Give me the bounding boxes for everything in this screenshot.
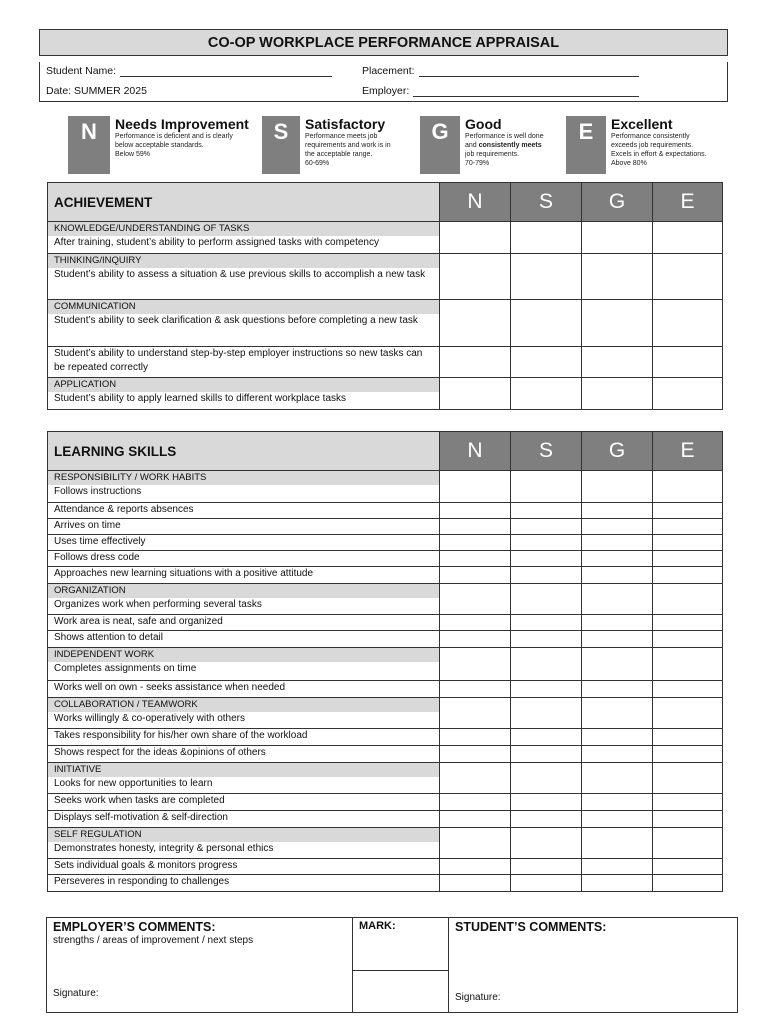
- rating-cell-g[interactable]: [582, 648, 653, 681]
- criterion-category: ORGANIZATION: [48, 584, 439, 598]
- mark-label: MARK:: [359, 920, 396, 932]
- table-row: [48, 535, 723, 551]
- criterion-cell: [48, 347, 440, 378]
- criterion-text: Work area is neat, safe and organized: [54, 616, 223, 627]
- employer-comments-box[interactable]: [47, 918, 352, 1012]
- placement-row: [362, 65, 639, 77]
- column-g: G: [582, 432, 653, 471]
- rating-cell-n[interactable]: [440, 698, 511, 729]
- criterion-cell: [48, 681, 440, 698]
- column-e: E: [653, 432, 723, 471]
- criterion-text: Works willingly & co-operatively with others: [54, 713, 245, 724]
- criterion-cell: [48, 300, 440, 347]
- criterion-cell: [48, 631, 440, 648]
- rating-cell-s[interactable]: [511, 567, 582, 584]
- rating-cell-e[interactable]: [653, 567, 723, 584]
- student-name-row: [46, 65, 332, 77]
- table-row: [48, 567, 723, 584]
- legend-desc: Performance meets job requirements and work is in the acceptable range. 60-69%: [305, 133, 391, 167]
- table-row: [48, 347, 723, 378]
- criterion-cell: [48, 567, 440, 584]
- rating-cell-s[interactable]: [511, 648, 582, 681]
- rating-cell-g[interactable]: [582, 794, 653, 811]
- rating-cell-g[interactable]: [582, 300, 653, 347]
- rating-cell-n[interactable]: [440, 222, 511, 254]
- criterion-category: COMMUNICATION: [48, 300, 439, 314]
- criterion-cell: [48, 378, 440, 410]
- criterion-category: THINKING/INQUIRY: [48, 254, 439, 268]
- criterion-text: Seeks work when tasks are completed: [54, 795, 225, 806]
- criterion-cell: [48, 503, 440, 519]
- rating-cell-n[interactable]: [440, 347, 511, 378]
- legend-title: Good: [465, 116, 502, 132]
- criterion-text: After training, student’s ability to perform assigned tasks with competency: [54, 237, 379, 248]
- rating-cell-n[interactable]: [440, 794, 511, 811]
- rating-cell-g[interactable]: [582, 567, 653, 584]
- employer-signature-label: Signature:: [53, 988, 99, 999]
- rating-cell-e[interactable]: [653, 698, 723, 729]
- rating-cell-n[interactable]: [440, 729, 511, 746]
- criterion-text: Completes assignments on time: [54, 663, 197, 674]
- student-info-box: [39, 62, 728, 102]
- rating-cell-g[interactable]: [582, 729, 653, 746]
- criterion-category: RESPONSIBILITY / WORK HABITS: [48, 471, 439, 485]
- criterion-cell: [48, 794, 440, 811]
- employer-label: Employer:: [362, 85, 410, 97]
- student-comments-box[interactable]: [449, 918, 737, 1012]
- criterion-cell: [48, 519, 440, 535]
- criterion-cell: [48, 859, 440, 875]
- rating-cell-n[interactable]: [440, 875, 511, 892]
- employer-row: [362, 85, 639, 97]
- criterion-category: KNOWLEDGE/UNDERSTANDING OF TASKS: [48, 222, 439, 236]
- rating-cell-n[interactable]: [440, 681, 511, 698]
- rating-cell-g[interactable]: [582, 631, 653, 648]
- criterion-cell: [48, 828, 440, 859]
- criterion-text: Student’s ability to seek clarification & ask questions before completing a new task: [54, 315, 418, 326]
- rating-cell-s[interactable]: [511, 347, 582, 378]
- rating-cell-e[interactable]: [653, 859, 723, 875]
- table-row: [48, 729, 723, 746]
- rating-cell-e[interactable]: [653, 222, 723, 254]
- rating-cell-e[interactable]: [653, 763, 723, 794]
- table-row: [48, 551, 723, 567]
- rating-cell-g[interactable]: [582, 378, 653, 410]
- rating-cell-s[interactable]: [511, 519, 582, 535]
- rating-cell-e[interactable]: [653, 535, 723, 551]
- rating-cell-s[interactable]: [511, 503, 582, 519]
- rating-cell-e[interactable]: [653, 503, 723, 519]
- legend-title: Satisfactory: [305, 116, 386, 132]
- rating-cell-e[interactable]: [653, 631, 723, 648]
- table-row: [48, 828, 723, 859]
- date-row: [46, 85, 147, 97]
- criterion-text: Attendance & reports absences: [54, 504, 194, 515]
- rating-cell-e[interactable]: [653, 828, 723, 859]
- table-row: [48, 631, 723, 648]
- rating-cell-e[interactable]: [653, 875, 723, 892]
- rating-cell-s[interactable]: [511, 584, 582, 615]
- student-signature-label: Signature:: [455, 992, 501, 1003]
- rating-cell-n[interactable]: [440, 535, 511, 551]
- rating-cell-s[interactable]: [511, 631, 582, 648]
- criterion-cell: [48, 471, 440, 503]
- rating-cell-g[interactable]: [582, 222, 653, 254]
- criterion-cell: [48, 729, 440, 746]
- criterion-text: Takes responsibility for his/her own share of the workload: [54, 730, 308, 741]
- rating-cell-n[interactable]: [440, 378, 511, 410]
- table-row: [48, 859, 723, 875]
- rating-cell-s[interactable]: [511, 300, 582, 347]
- rating-cell-n[interactable]: [440, 615, 511, 631]
- rating-cell-g[interactable]: [582, 551, 653, 567]
- legend-satisfactory: [262, 116, 415, 174]
- table-row: [48, 471, 723, 503]
- rating-cell-s[interactable]: [511, 746, 582, 763]
- criterion-cell: [48, 648, 440, 681]
- column-e: E: [653, 183, 723, 222]
- achievement-table: [47, 182, 723, 410]
- rating-cell-s[interactable]: [511, 875, 582, 892]
- rating-cell-s[interactable]: [511, 681, 582, 698]
- legend-desc: Performance consistently exceeds job requirements. Excels in effort & expectations. Above 80%: [611, 133, 707, 167]
- rating-cell-e[interactable]: [653, 471, 723, 503]
- criterion-text: Student’s ability to understand step-by-step employer instructions so new tasks can be repeated correctly: [54, 348, 423, 373]
- date-label: Date: SUMMER 2025: [46, 85, 147, 97]
- legend-title: Needs Improvement: [115, 116, 249, 132]
- rating-cell-s[interactable]: [511, 471, 582, 503]
- rating-cell-e[interactable]: [653, 794, 723, 811]
- criterion-text: Organizes work when performing several tasks: [54, 599, 262, 610]
- legend-letter-n: N: [68, 116, 110, 174]
- rating-cell-g[interactable]: [582, 503, 653, 519]
- legend-letter-g: G: [420, 116, 460, 174]
- criterion-text: Arrives on time: [54, 520, 121, 531]
- criterion-category: COLLABORATION / TEAMWORK: [48, 698, 439, 712]
- legend-excellent: [566, 116, 731, 174]
- rating-cell-g[interactable]: [582, 584, 653, 615]
- criterion-cell: [48, 746, 440, 763]
- rating-cell-g[interactable]: [582, 828, 653, 859]
- table-row: [48, 519, 723, 535]
- table-row: [48, 746, 723, 763]
- criterion-text: Student’s ability to assess a situation & use previous skills to accomplish a new task: [54, 269, 426, 280]
- criterion-cell: [48, 222, 440, 254]
- table-row: [48, 811, 723, 828]
- table-row: [48, 763, 723, 794]
- comments-section: [46, 917, 738, 1013]
- table-row: [48, 681, 723, 698]
- criterion-text: Student’s ability to apply learned skills to different workplace tasks: [54, 393, 347, 404]
- rating-cell-n[interactable]: [440, 300, 511, 347]
- mark-field[interactable]: [353, 920, 448, 971]
- rating-cell-s[interactable]: [511, 794, 582, 811]
- rating-cell-n[interactable]: [440, 503, 511, 519]
- table-row: [48, 698, 723, 729]
- rating-cell-e[interactable]: [653, 378, 723, 410]
- rating-cell-n[interactable]: [440, 519, 511, 535]
- rating-cell-n[interactable]: [440, 763, 511, 794]
- criterion-category: APPLICATION: [48, 378, 439, 392]
- rating-cell-s[interactable]: [511, 551, 582, 567]
- employer-comments-hint: strengths / areas of improvement / next steps: [53, 935, 254, 946]
- rating-cell-n[interactable]: [440, 631, 511, 648]
- table-row: [48, 378, 723, 410]
- table-row: [48, 503, 723, 519]
- rating-cell-g[interactable]: [582, 681, 653, 698]
- rating-cell-s[interactable]: [511, 811, 582, 828]
- rating-cell-s[interactable]: [511, 859, 582, 875]
- criterion-text: Shows attention to detail: [54, 632, 163, 643]
- legend-letter-s: S: [262, 116, 300, 174]
- form-title: CO-OP WORKPLACE PERFORMANCE APPRAISAL: [39, 29, 728, 56]
- table-row: [48, 794, 723, 811]
- rating-cell-n[interactable]: [440, 471, 511, 503]
- column-s: S: [511, 432, 582, 471]
- legend-desc: Performance is well done and consistently meets job requirements. 70-79%: [465, 133, 544, 167]
- rating-cell-g[interactable]: [582, 859, 653, 875]
- criterion-category: INDEPENDENT WORK: [48, 648, 439, 662]
- rating-cell-n[interactable]: [440, 254, 511, 300]
- criterion-cell: [48, 811, 440, 828]
- legend-title: Excellent: [611, 116, 673, 132]
- rating-cell-g[interactable]: [582, 698, 653, 729]
- criterion-cell: [48, 763, 440, 794]
- rating-cell-s[interactable]: [511, 535, 582, 551]
- column-n: N: [440, 432, 511, 471]
- rating-cell-e[interactable]: [653, 648, 723, 681]
- rating-cell-s[interactable]: [511, 763, 582, 794]
- criterion-text: Approaches new learning situations with a positive attitude: [54, 568, 314, 579]
- rating-cell-e[interactable]: [653, 551, 723, 567]
- legend-needs-improvement: [68, 116, 265, 174]
- student-comments-heading: STUDENT’S COMMENTS:: [455, 920, 607, 934]
- criterion-category: SELF REGULATION: [48, 828, 439, 842]
- rating-cell-g[interactable]: [582, 763, 653, 794]
- legend-desc: Performance is deficient and is clearly below acceptable standards. Below 59%: [115, 133, 233, 158]
- column-n: N: [440, 183, 511, 222]
- criterion-text: Follows instructions: [54, 486, 142, 497]
- rating-cell-n[interactable]: [440, 859, 511, 875]
- rating-cell-s[interactable]: [511, 615, 582, 631]
- rating-cell-g[interactable]: [582, 746, 653, 763]
- criterion-text: Demonstrates honesty, integrity & personal ethics: [54, 843, 274, 854]
- placement-field[interactable]: [419, 66, 639, 77]
- criterion-text: Follows dress code: [54, 552, 140, 563]
- column-g: G: [582, 183, 653, 222]
- table-row: [48, 300, 723, 347]
- legend-good: [420, 116, 565, 174]
- rating-cell-e[interactable]: [653, 681, 723, 698]
- criterion-text: Sets individual goals & monitors progress: [54, 860, 238, 871]
- legend-letter-e: E: [566, 116, 606, 174]
- criterion-cell: [48, 551, 440, 567]
- rating-cell-e[interactable]: [653, 347, 723, 378]
- student-name-label: Student Name:: [46, 65, 117, 77]
- criterion-text: Works well on own - seeks assistance when needed: [54, 682, 286, 693]
- rating-cell-s[interactable]: [511, 222, 582, 254]
- rating-cell-e[interactable]: [653, 519, 723, 535]
- rating-cell-g[interactable]: [582, 875, 653, 892]
- employer-field[interactable]: [413, 86, 639, 97]
- criterion-cell: [48, 584, 440, 615]
- table-row: [48, 648, 723, 681]
- rating-cell-s[interactable]: [511, 828, 582, 859]
- rating-cell-e[interactable]: [653, 729, 723, 746]
- rating-cell-s[interactable]: [511, 378, 582, 410]
- criterion-category: INITIATIVE: [48, 763, 439, 777]
- rating-cell-n[interactable]: [440, 551, 511, 567]
- rating-cell-n[interactable]: [440, 584, 511, 615]
- table-row: [48, 222, 723, 254]
- table-row: [48, 615, 723, 631]
- rating-cell-e[interactable]: [653, 254, 723, 300]
- rating-cell-e[interactable]: [653, 615, 723, 631]
- rating-cell-e[interactable]: [653, 300, 723, 347]
- learning-skills-table: [47, 431, 723, 892]
- placement-label: Placement:: [362, 65, 415, 77]
- rating-cell-g[interactable]: [582, 519, 653, 535]
- achievement-heading: ACHIEVEMENT: [48, 183, 440, 222]
- criterion-cell: [48, 615, 440, 631]
- criterion-cell: [48, 254, 440, 300]
- criterion-text: Looks for new opportunities to learn: [54, 778, 213, 789]
- rating-cell-e[interactable]: [653, 746, 723, 763]
- mark-box: [352, 918, 449, 1012]
- rating-cell-g[interactable]: [582, 615, 653, 631]
- rating-cell-e[interactable]: [653, 811, 723, 828]
- rating-cell-s[interactable]: [511, 698, 582, 729]
- rating-cell-n[interactable]: [440, 828, 511, 859]
- criterion-text: Perseveres in responding to challenges: [54, 876, 230, 887]
- criterion-cell: [48, 535, 440, 551]
- criterion-cell: [48, 698, 440, 729]
- rating-cell-g[interactable]: [582, 811, 653, 828]
- column-s: S: [511, 183, 582, 222]
- rating-cell-n[interactable]: [440, 567, 511, 584]
- rating-cell-g[interactable]: [582, 535, 653, 551]
- criterion-text: Shows respect for the ideas &opinions of others: [54, 747, 266, 758]
- table-row: [48, 254, 723, 300]
- employer-comments-heading: EMPLOYER’S COMMENTS:: [53, 920, 216, 934]
- rating-cell-n[interactable]: [440, 746, 511, 763]
- rating-cell-s[interactable]: [511, 729, 582, 746]
- table-row: [48, 875, 723, 892]
- learning-skills-heading: LEARNING SKILLS: [48, 432, 440, 471]
- rating-cell-g[interactable]: [582, 471, 653, 503]
- table-row: [48, 584, 723, 615]
- student-name-field[interactable]: [120, 66, 332, 77]
- criterion-text: Uses time effectively: [54, 536, 146, 547]
- rating-cell-n[interactable]: [440, 648, 511, 681]
- rating-cell-g[interactable]: [582, 254, 653, 300]
- rating-cell-n[interactable]: [440, 811, 511, 828]
- criterion-text: Displays self-motivation & self-direction: [54, 812, 228, 823]
- rating-cell-e[interactable]: [653, 584, 723, 615]
- criterion-cell: [48, 875, 440, 892]
- rating-cell-g[interactable]: [582, 347, 653, 378]
- rating-cell-s[interactable]: [511, 254, 582, 300]
